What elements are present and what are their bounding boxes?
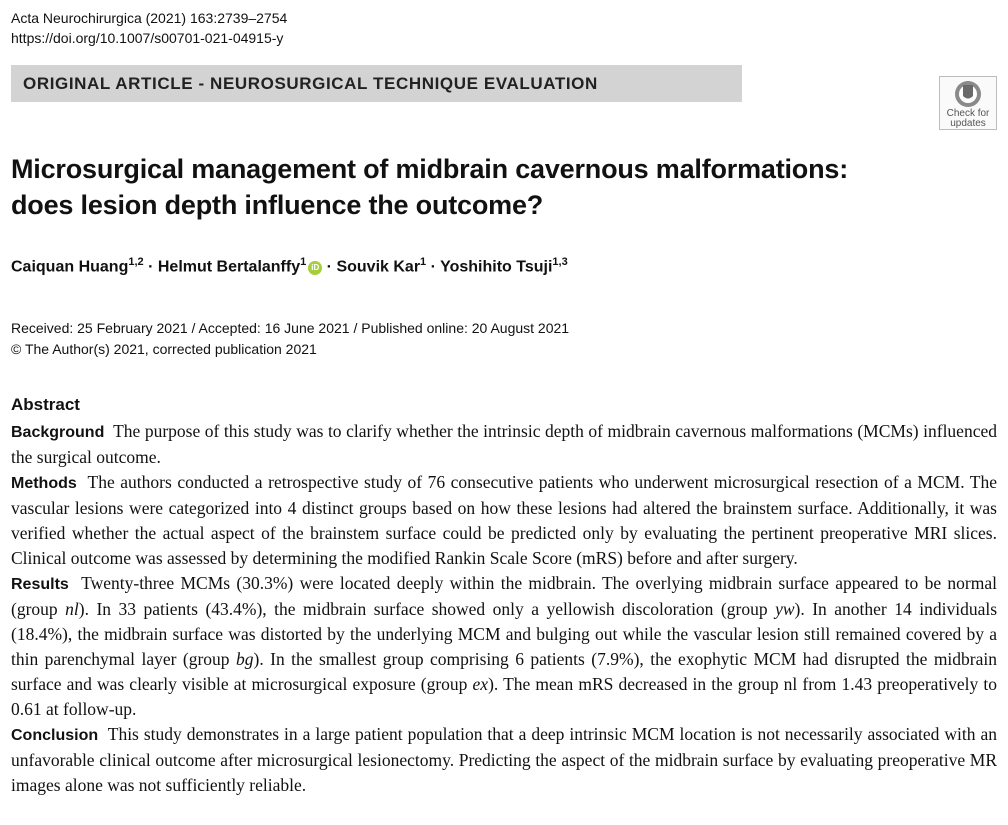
abstract-conclusion [11, 722, 997, 798]
section-text: Twenty-three MCMs (30.3%) were located deeply within the midbrain. The overlying midbrain surface appeared to be normal (group [11, 573, 998, 619]
section-text: The purpose of this study was to clarify whether the intrinsic depth of midbrain cavernous malformations (MCMs) influenced the surgical outcome. [11, 421, 997, 467]
journal-header [11, 8, 287, 48]
section-text: ). The mean mRS decreased in the group nl from 1.43 preoperatively to 0.61 at follow-up. [11, 674, 998, 719]
abstract-results [11, 571, 997, 722]
title-line-1: Microsurgical management of midbrain cavernous malformations: [11, 154, 848, 184]
author-separator: · [322, 258, 337, 276]
abstract-heading: Abstract [11, 395, 80, 414]
section-text: This study demonstrates in a large patient population that a deep intrinsic MCM location is not necessarily associated with an unfavorable clinical outcome after microsurgical lesionectomy. Predicting the aspect of the midbrain surface by evaluating preoperative MR images alone was not sufficiently reliable. [11, 724, 998, 795]
author-affiliation: 1,2 [128, 256, 144, 268]
section-text: ). In another 14 individuals (18.4%), the midbrain surface was distorted by the underlying MCM and bulging out while the vascular lesion still remained covered by a thin parenchymal layer (group [11, 599, 998, 669]
section-text: The authors conducted a retrospective study of 76 consecutive patients who underwent microsurgical resection of a MCM. The vascular lesions were categorized into 4 distinct groups based on how these lesions had altered the brainstem surface. Additionally, it was verified whether the actual aspect of the brainstem surface could be predicted only by evaluating the pertinent preoperative MRI slices. Clinical outcome was assessed by determining the modified Rankin Scale Score (mRS) before and after surgery. [11, 472, 997, 568]
author-name[interactable]: Yoshihito Tsuji [440, 258, 553, 276]
section-text: ). In the smallest group comprising 6 patients (7.9%), the exophytic MCM had disrupted the midbrain surface and was clearly visible at microsurgical exposure (group [11, 649, 997, 694]
history-dates: Received: 25 February 2021 / Accepted: 16 June 2021 / Published online: 20 August 2021 [11, 320, 570, 336]
author-name[interactable]: Caiquan Huang [11, 258, 129, 276]
article-category: ORIGINAL ARTICLE - NEUROSURGICAL TECHNIQUE EVALUATION [23, 74, 598, 93]
orcid-icon[interactable]: iD [308, 261, 322, 275]
author-separator: · [143, 258, 158, 276]
author-separator: · [426, 258, 441, 276]
publication-dates [11, 318, 569, 360]
author-affiliation: 1 [420, 256, 427, 268]
copyright-line: © The Author(s) 2021, corrected publication 2021 [11, 341, 317, 357]
check-for-updates-line2: updates [950, 118, 986, 129]
abstract-body [11, 419, 997, 798]
abstract-background [11, 419, 997, 470]
author-affiliation: 1,3 [552, 256, 568, 268]
section-label: Conclusion [11, 727, 99, 744]
author-affiliation: 1 [300, 256, 307, 268]
section-label: Background [11, 424, 105, 441]
check-for-updates-line1: Check for [946, 108, 990, 119]
journal-citation: Acta Neurochirurgica (2021) 163:2739–2754 [11, 10, 288, 26]
section-label: Methods [11, 475, 77, 492]
doi-link[interactable]: https://doi.org/10.1007/s00701-021-04915-y [11, 30, 284, 46]
article-category-bar [11, 65, 742, 102]
group-label: nl [65, 599, 79, 619]
section-label: Results [11, 576, 69, 593]
group-label: ex [472, 674, 489, 694]
group-label: yw [775, 599, 795, 619]
check-for-updates-button[interactable] [939, 76, 997, 130]
author-name[interactable]: Helmut Bertalanffy [157, 258, 301, 276]
author-list [11, 256, 568, 276]
abstract-methods [11, 470, 997, 571]
group-label: bg [236, 649, 254, 669]
author-name[interactable]: Souvik Kar [336, 258, 421, 276]
section-text: ). In 33 patients (43.4%), the midbrain surface showed only a yellowish discoloration (group [78, 599, 776, 619]
title-line-2: does lesion depth influence the outcome? [11, 190, 544, 220]
check-for-updates-icon [953, 79, 983, 109]
article-title [11, 151, 971, 223]
